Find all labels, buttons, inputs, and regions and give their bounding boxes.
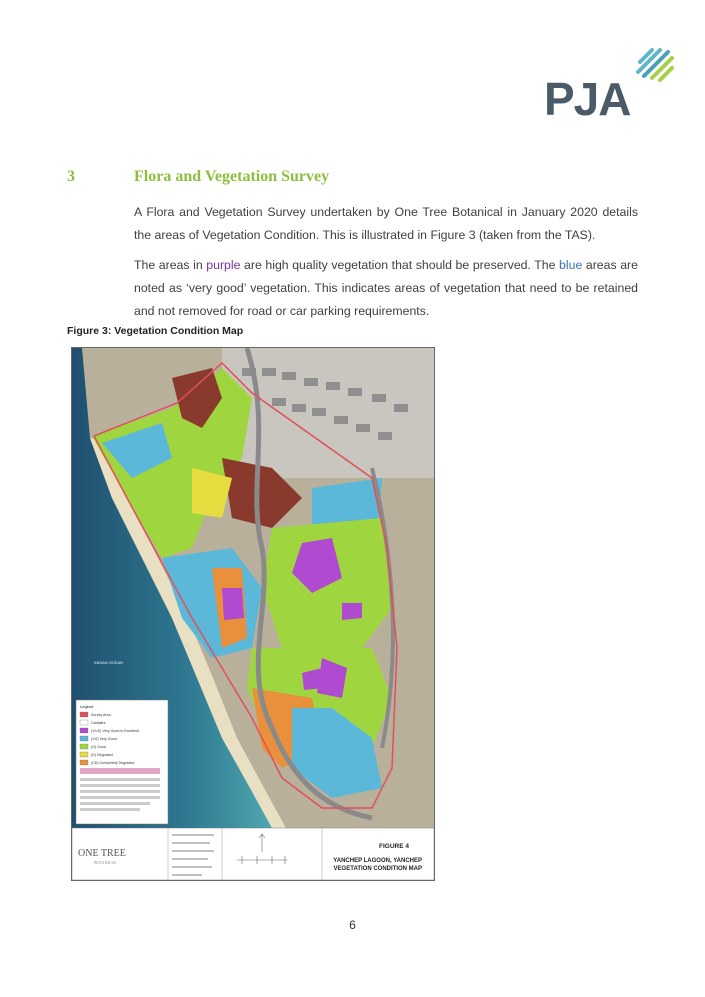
map-title-line2: VEGETATION CONDITION MAP: [333, 866, 422, 872]
paragraph-1: A Flora and Vegetation Survey undertaken by One Tree Botanical in January 2020 details the areas of Vegetation Condition. This is illustrated in Figure 3 (taken from the TAS).: [134, 205, 638, 242]
paragraph-2-part1: The areas in: [134, 258, 207, 272]
logo-text: PJA: [544, 73, 631, 125]
legend-swatch: [80, 720, 88, 725]
legend-label: (CD) Completely Degraded: [91, 761, 135, 766]
legend-label: (Vh-E) Very Good to Excellent: [91, 729, 139, 734]
section-number: 3: [67, 168, 75, 185]
logo-stripes-icon: [634, 48, 676, 88]
paragraph-2: [134, 254, 638, 323]
legend-label: Cadastre: [91, 721, 106, 726]
paragraph-2-part2: are high quality vegetation that should be preserved. The: [240, 258, 560, 272]
legend-swatch: [80, 728, 88, 733]
map-image: [72, 348, 434, 880]
legend-title: Legend: [80, 704, 94, 709]
legend-swatch: [80, 712, 88, 717]
paragraph-2-part3: areas are noted as ‘very good’ vegetation. This indicates areas of vegetation that need to be retained and not removed for road or car parking requirements.: [134, 258, 638, 318]
purple-word: purple: [206, 258, 241, 272]
legend-label: (D) Degraded: [91, 753, 113, 758]
legend-label: Survey Area: [91, 713, 111, 718]
company-sub: BOTANICAL: [94, 860, 117, 865]
figure-caption: Figure 3: Vegetation Condition Map: [67, 325, 244, 337]
legend-label: (VG) Very Good: [91, 737, 117, 742]
legend-label: (G) Good: [91, 745, 106, 750]
blue-word: blue: [559, 258, 583, 272]
vegetation-condition-map: [71, 347, 435, 881]
legend-swatch: [80, 736, 88, 741]
page-number: 6: [349, 918, 356, 932]
figure-label: FIGURE 4: [379, 843, 409, 850]
legend-swatch: [80, 760, 88, 765]
map-title-line1: YANCHEP LAGOON, YANCHEP: [333, 858, 422, 864]
legend-swatch: [80, 752, 88, 757]
pja-logo: [544, 48, 676, 124]
map-legend: [76, 700, 168, 824]
ocean-label: INDIAN OCEAN: [94, 660, 123, 665]
section-title: Flora and Vegetation Survey: [134, 168, 330, 185]
company-name: ONE TREE: [78, 848, 126, 859]
legend-swatch: [80, 744, 88, 749]
